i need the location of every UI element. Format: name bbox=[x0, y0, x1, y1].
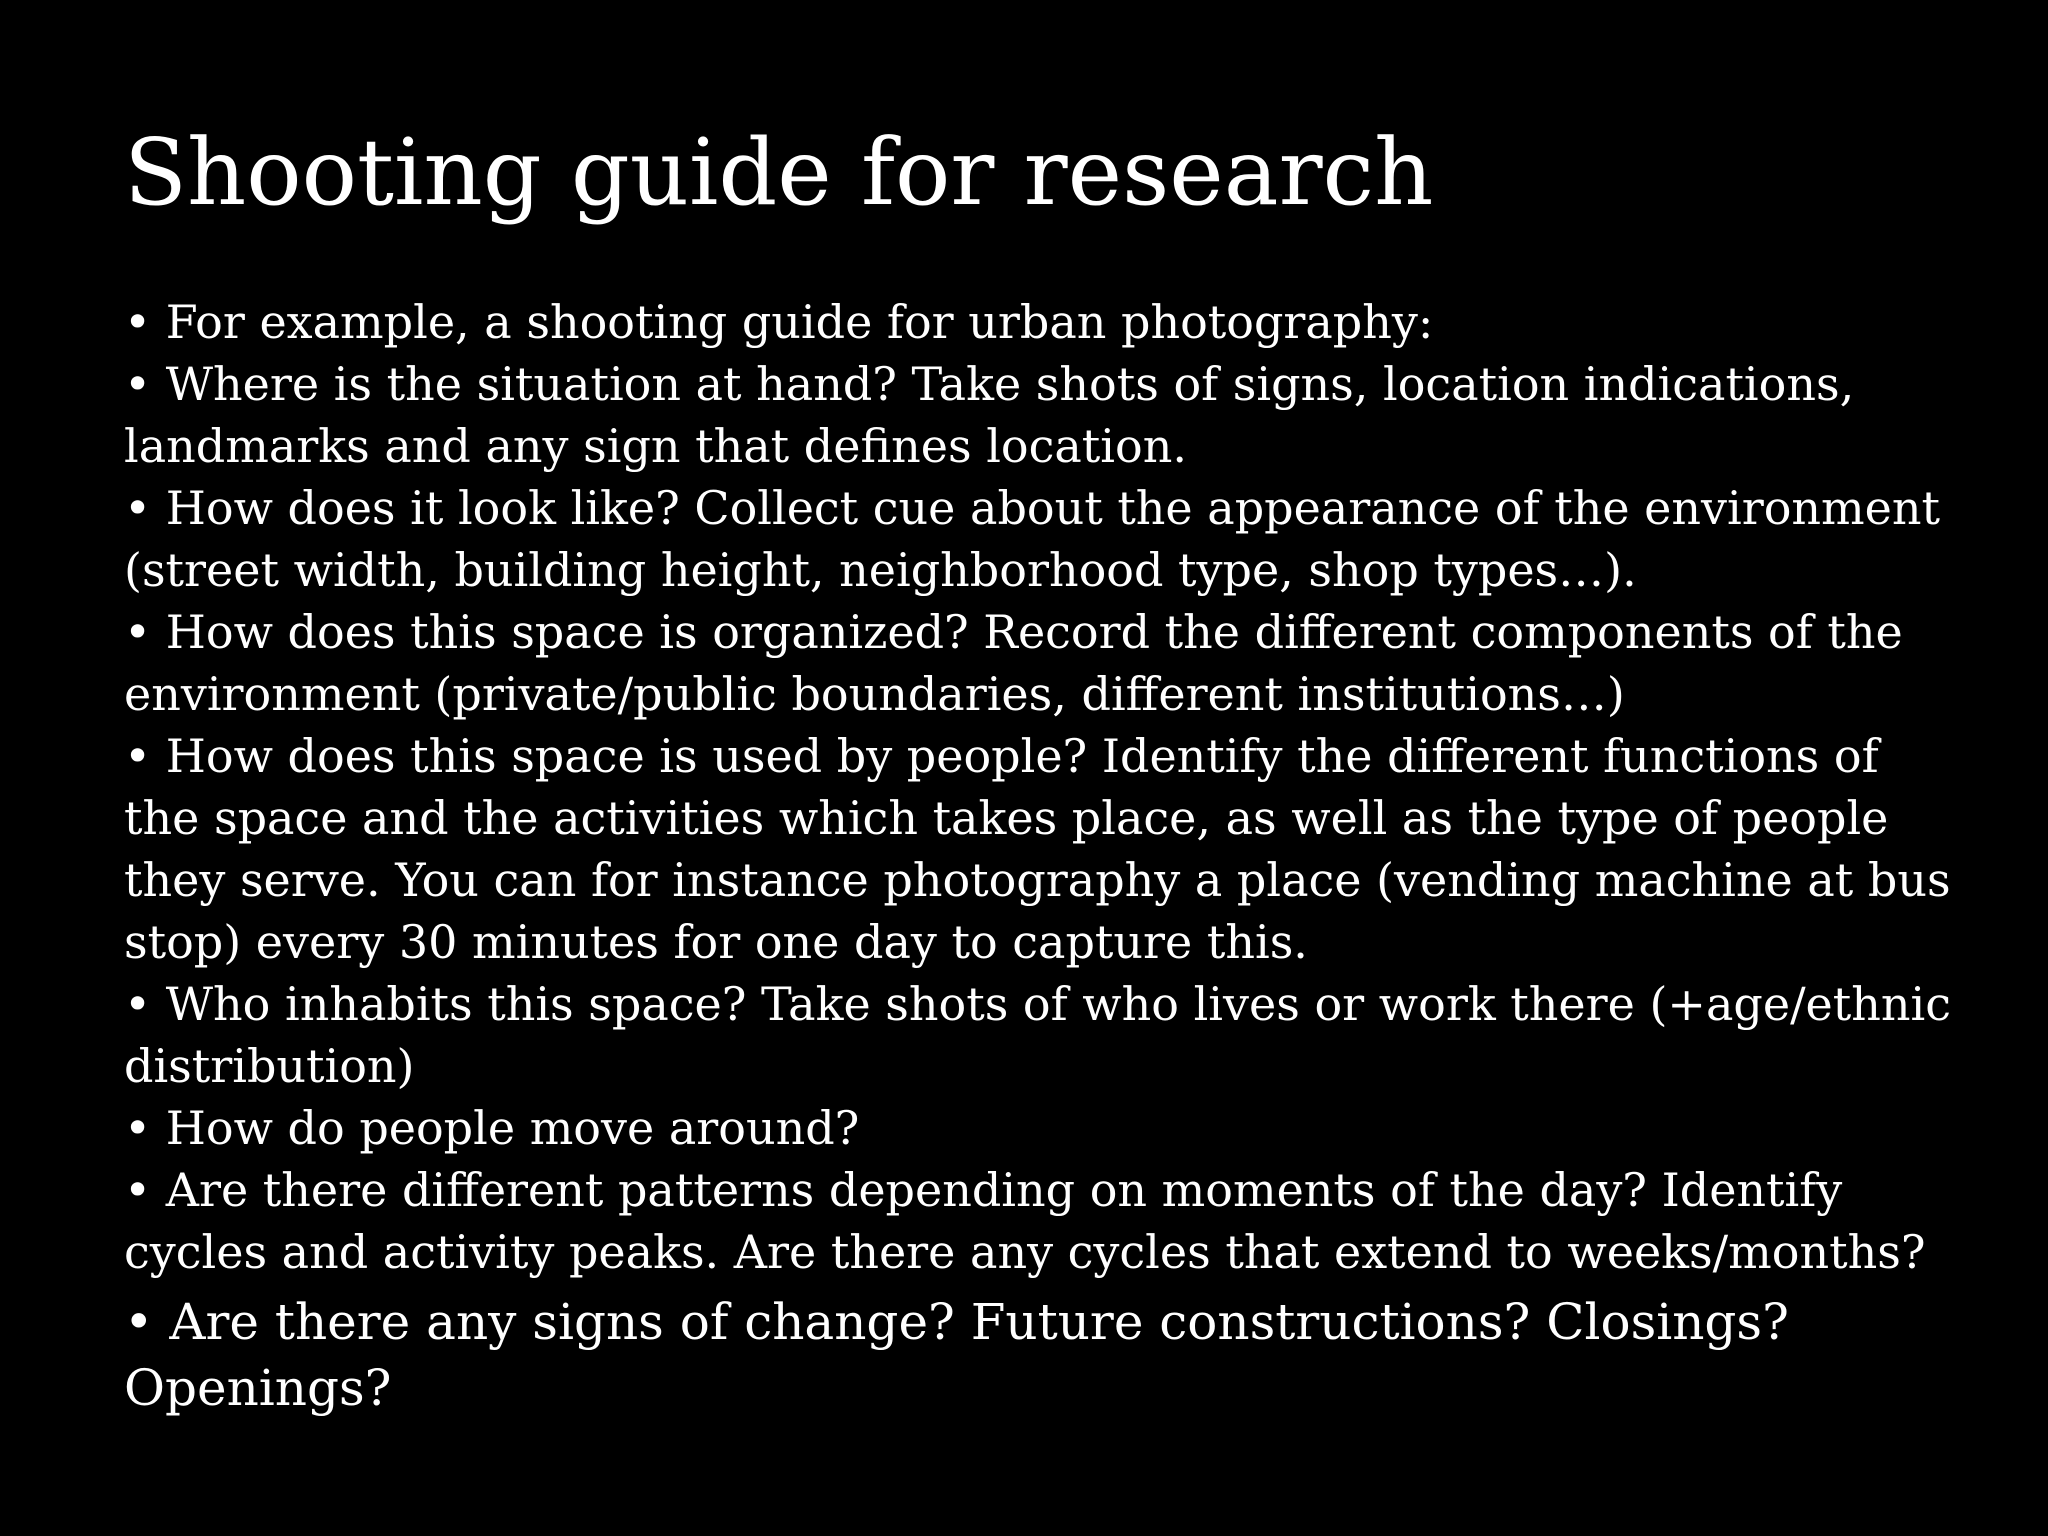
bullet-item bbox=[124, 601, 2004, 725]
bullet-line: • How does it look like? Collect cue about the appearance of the environment bbox=[124, 481, 1940, 535]
bullet-line: • How do people move around? bbox=[124, 1101, 860, 1155]
bullet-line: cycles and activity peaks. Are there any cycles that extend to weeks/months? bbox=[124, 1225, 1926, 1279]
bullet-item bbox=[124, 973, 2004, 1097]
bullet-line: • For example, a shooting guide for urban photography: bbox=[124, 295, 1434, 349]
bullet-item bbox=[124, 1159, 2004, 1283]
bullet-line: Openings? bbox=[124, 1359, 392, 1417]
bullet-line: landmarks and any sign that defines location. bbox=[124, 419, 1187, 473]
bullet-line: • Are there any signs of change? Future constructions? Closings? bbox=[124, 1293, 1789, 1351]
bullet-line: • Where is the situation at hand? Take shots of signs, location indications, bbox=[124, 357, 1855, 411]
bullet-line: environment (private/public boundaries, different institutions…) bbox=[124, 667, 1625, 721]
bullet-line: distribution) bbox=[124, 1039, 415, 1093]
bullet-line: (street width, building height, neighborhood type, shop types…). bbox=[124, 543, 1637, 597]
bullet-line: • Are there different patterns depending on moments of the day? Identify bbox=[124, 1163, 1843, 1217]
bullet-item bbox=[124, 1289, 2004, 1421]
bullet-list bbox=[124, 291, 2004, 1421]
bullet-item bbox=[124, 725, 2004, 973]
bullet-line: • How does this space is organized? Record the different components of the bbox=[124, 605, 1903, 659]
bullet-line: • How does this space is used by people? Identify the different functions of bbox=[124, 729, 1879, 783]
bullet-item bbox=[124, 291, 2004, 353]
bullet-line: the space and the activities which takes place, as well as the type of people bbox=[124, 791, 1889, 845]
bullet-item bbox=[124, 477, 2004, 601]
bullet-line: stop) every 30 minutes for one day to capture this. bbox=[124, 915, 1308, 969]
slide-title: Shooting guide for research bbox=[124, 119, 1434, 226]
bullet-item bbox=[124, 1097, 2004, 1159]
bullet-line: • Who inhabits this space? Take shots of who lives or work there (+age/ethnic bbox=[124, 977, 1951, 1031]
bullet-line: they serve. You can for instance photography a place (vending machine at bus bbox=[124, 853, 1951, 907]
bullet-item bbox=[124, 353, 2004, 477]
